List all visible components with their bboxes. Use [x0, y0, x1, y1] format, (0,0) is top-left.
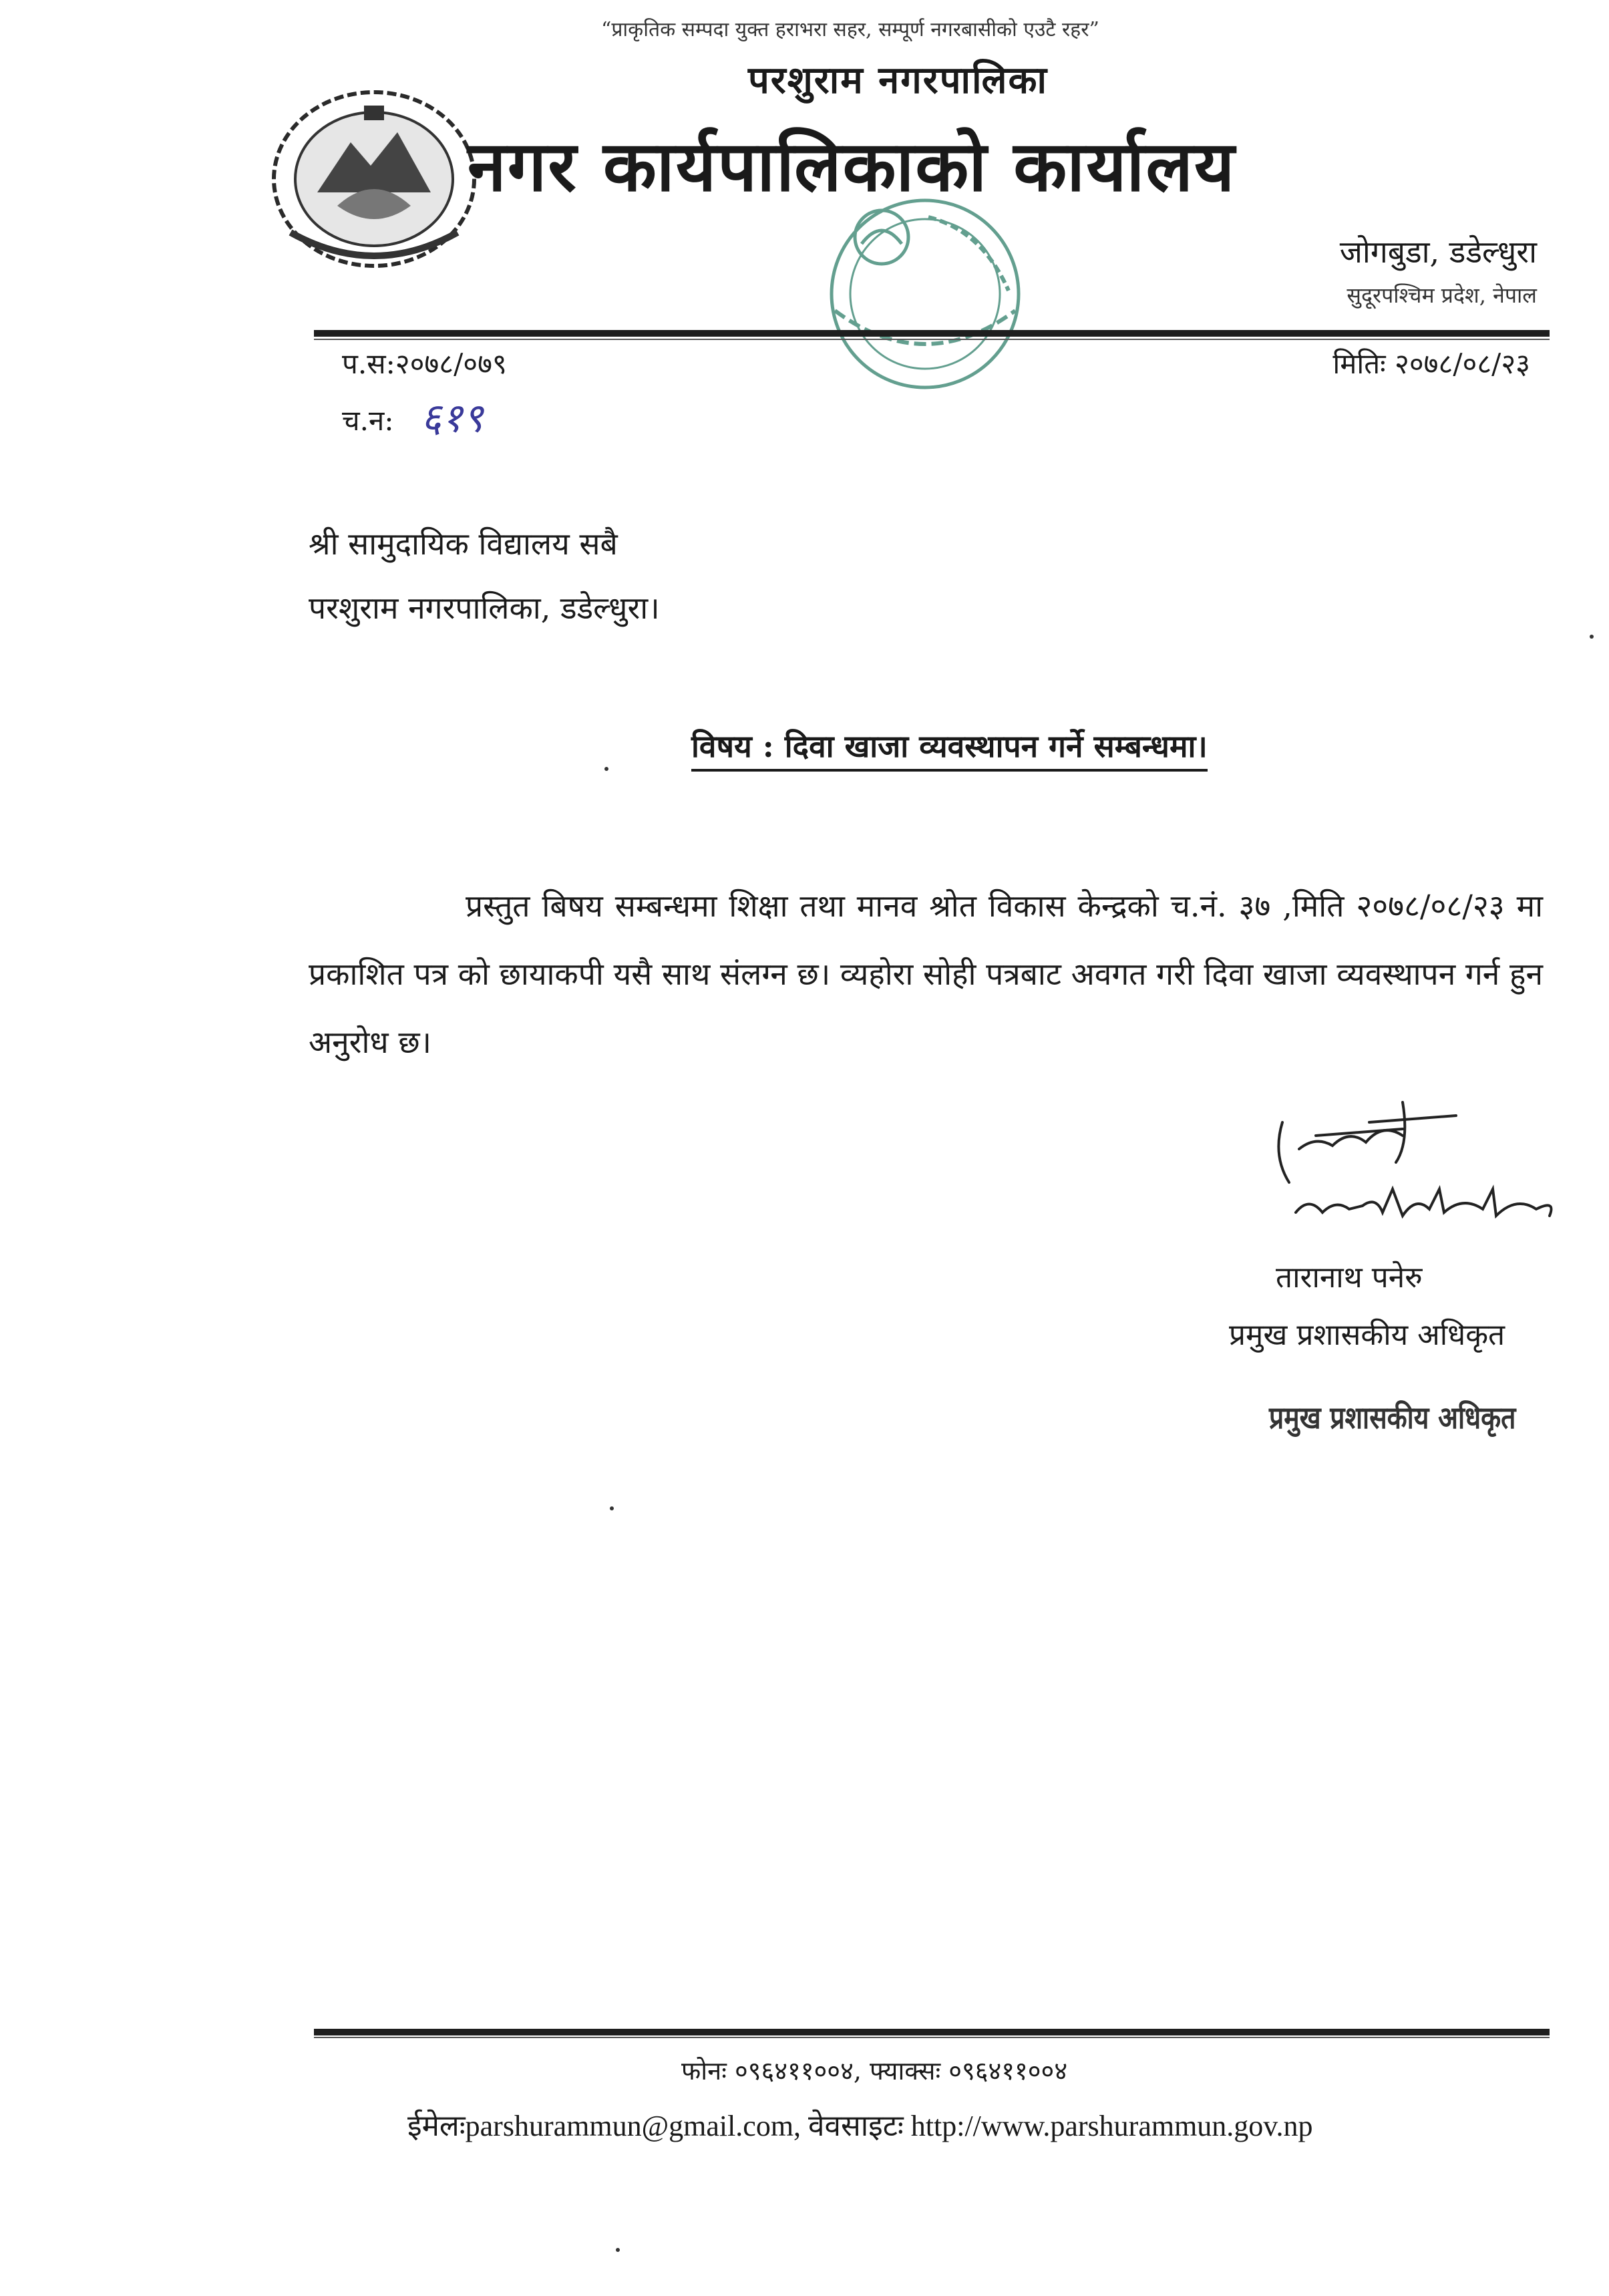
header-divider	[314, 330, 1550, 337]
signatory-stamp: प्रमुख प्रशासकीय अधिकृत	[1269, 1400, 1516, 1436]
footer-phone-fax: फोनः ०९६४११००४, फ्याक्सः ०९६४११००४	[681, 2056, 1068, 2086]
letter-body: प्रस्तुत बिषय सम्बन्धमा शिक्षा तथा मानव श्रोत विकास केन्द्रको च.नं. ३७ ,मिति २०७८/०८/२३ मा प्रकाशित पत्र को छायाकपी यसै साथ संलग्न छ। व्यहोरा सोही पत्रबाट अवगत गरी दिवा खाजा व्यवस्थापन गर्न हुन अनुरोध छ।	[309, 888, 1543, 1060]
handwritten-signature	[1269, 1096, 1603, 1249]
reference-number: प.स:२०७८/०७९	[342, 347, 507, 380]
dispatch-number-handwritten: ६१९	[421, 395, 484, 442]
slogan: “प्राकृतिक सम्पदा युक्त हराभरा सहर, सम्पूर्ण नगरबासीको एउटै रहर”	[601, 18, 1099, 41]
scan-speck	[610, 1506, 614, 1510]
dispatch-number-label: च.न:	[342, 404, 394, 437]
letter-date: मितिः २०७८/०८/२३	[1332, 347, 1530, 380]
office-title: नगर कार्यपालिकाको कार्यालय	[468, 125, 1236, 207]
addressee-line-2: परशुराम नगरपालिका, डडेल्धुरा।	[309, 590, 660, 626]
subject-line: विषय : दिवा खाजा व्यवस्थापन गर्ने सम्बन्धमा।	[691, 725, 1208, 772]
scan-speck	[616, 2248, 620, 2252]
municipality-name: परशुराम नगरपालिका	[748, 58, 1048, 102]
footer-email-website: ईमेलःparshurammun@gmail.com, वेवसाइटः http://www.parshurammun.gov.np	[407, 2110, 1313, 2142]
address-line-2: सुदूरपश्चिम प्रदेश, नेपाल	[1347, 283, 1537, 308]
nepal-emblem-icon	[264, 79, 484, 273]
footer-divider-thin	[314, 2037, 1550, 2038]
signatory-name: तारानाथ पनेरु	[1276, 1261, 1423, 1295]
signatory-title: प्रमुख प्रशासकीय अधिकृत	[1229, 1318, 1505, 1352]
municipal-seal-icon	[795, 190, 1055, 397]
addressee-line-1: श्री सामुदायिक विद्यालय सबै	[309, 526, 618, 562]
scan-speck	[604, 767, 608, 771]
footer-divider	[314, 2029, 1550, 2035]
scan-speck	[1590, 635, 1594, 639]
address-line-1: जोगबुडा, डडेल्धुरा	[1339, 234, 1537, 270]
header-divider-thin	[314, 339, 1550, 340]
